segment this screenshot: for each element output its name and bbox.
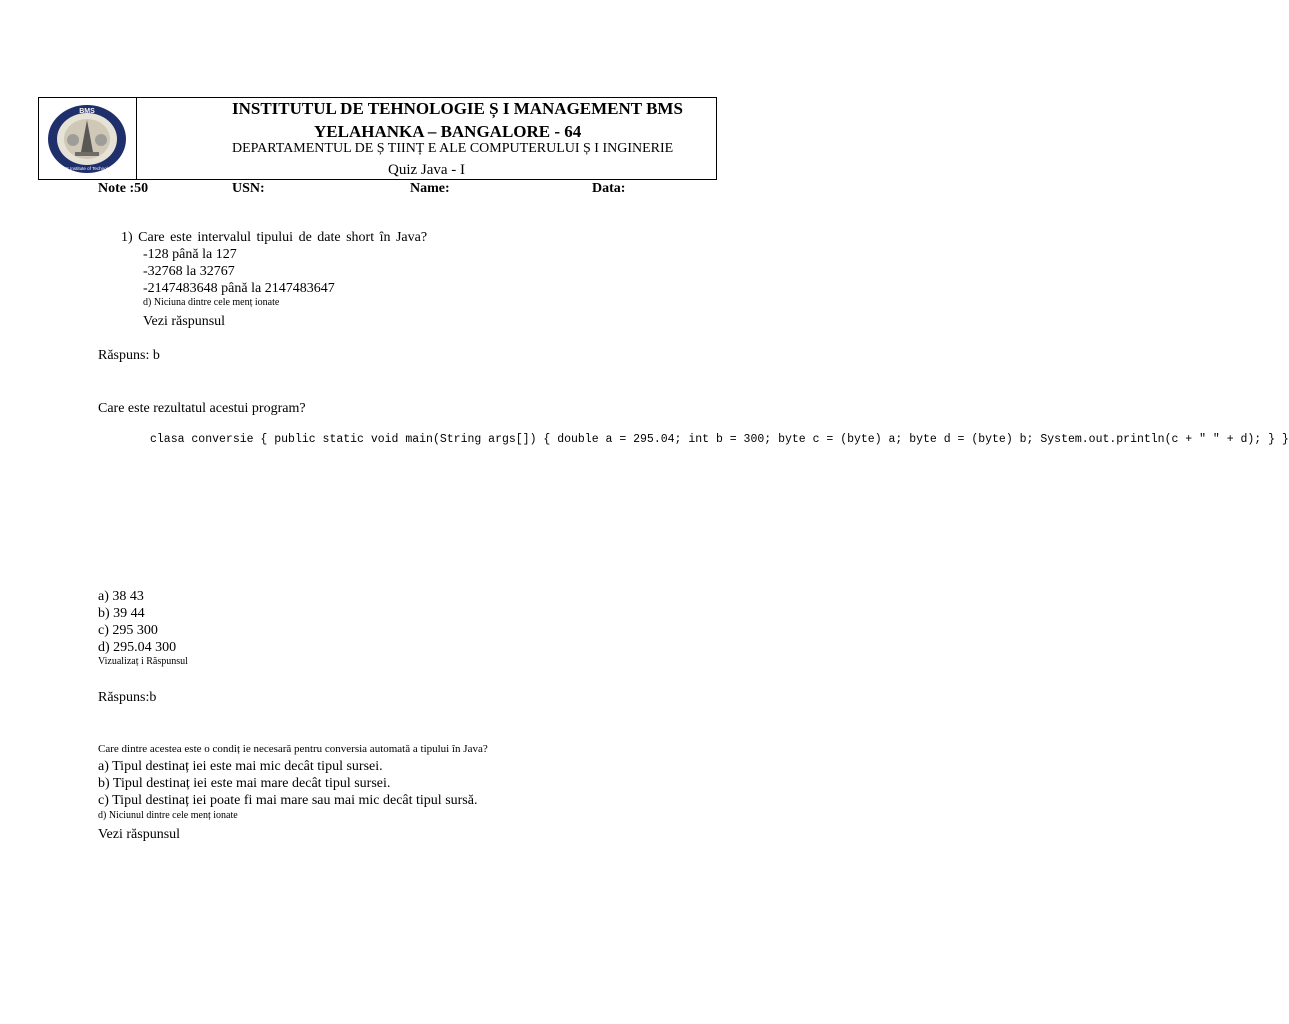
usn-label: USN: [232,181,265,196]
code-line: { [543,433,551,446]
institute-location: YELAHANKA – BANGALORE - 64 [314,122,582,141]
date-label: Data: [592,181,626,196]
name-label: Name: [410,181,450,196]
q3-option-d: d) Niciunul dintre cele menț ionate [98,810,238,821]
code-line: byte d = (byte) b; [909,433,1034,446]
q1-option-a: -128 până la 127 [143,247,237,262]
code-line: byte c = (byte) a; [778,433,903,446]
q3-option-b: b) Tipul destinaț iei este mai mare decât tipul sursei. [98,776,391,791]
code-block [150,433,1289,447]
question-3-text: Care dintre acestea este o condiț ie necesară pentru conversia automată a tipului în Java? [98,743,488,755]
q1-option-d: d) Niciuna dintre cele menț ionate [143,297,280,308]
code-line: } [1281,433,1289,446]
q2-option-c: c) 295 300 [98,623,158,638]
q2-option-d: d) 295.04 300 [98,640,177,655]
q3-view-answer[interactable]: Vezi răspunsul [98,827,181,842]
q3-option-c: c) Tipul destinaț iei poate fi mai mare sau mai mic decât tipul sursă. [98,793,478,808]
note-label: Note :50 [98,181,149,196]
q3-option-a: a) Tipul destinaț iei este mai mic decât tipul sursei. [98,759,383,774]
q2-view-answer[interactable]: Vizualizaț i Răspunsul [98,656,188,667]
code-line: System.out.println(c + " " + d); [1040,433,1262,446]
code-line: public static void main(String args[]) [274,433,537,446]
question-1-text: 1) Care este intervalul tipului de date short în Java? [121,230,428,245]
q1-option-b: -32768 la 32767 [143,264,235,279]
bms-logo [45,102,129,176]
logo-text: BMS [79,108,95,115]
q2-answer: Răspuns:b [98,690,157,705]
q1-answer: Răspuns: b [98,348,160,363]
q1-view-answer[interactable]: Vezi răspunsul [143,314,226,329]
quiz-title: Quiz Java - I [388,162,466,178]
logo-motto: BMS Institute of Technology [59,166,115,171]
institute-title: INSTITUTUL DE TEHNOLOGIE Ș I MANAGEMENT BMS [232,99,683,118]
q2-option-b: b) 39 44 [98,606,145,621]
code-line: double a = 295.04; [557,433,682,446]
logo-cell [39,98,137,179]
q2-option-a: a) 38 43 [98,589,144,604]
code-line: clasa conversie { [150,433,268,446]
code-line: int b = 300; [688,433,772,446]
question-2-text: Care este rezultatul acestui program? [98,401,306,416]
code-line: } [1268,433,1276,446]
q1-option-c: -2147483648 până la 2147483647 [143,281,335,296]
department-name: DEPARTAMENTUL DE Ș TIINȚ E ALE COMPUTERULUI Ș I INGINERIE [232,141,674,156]
